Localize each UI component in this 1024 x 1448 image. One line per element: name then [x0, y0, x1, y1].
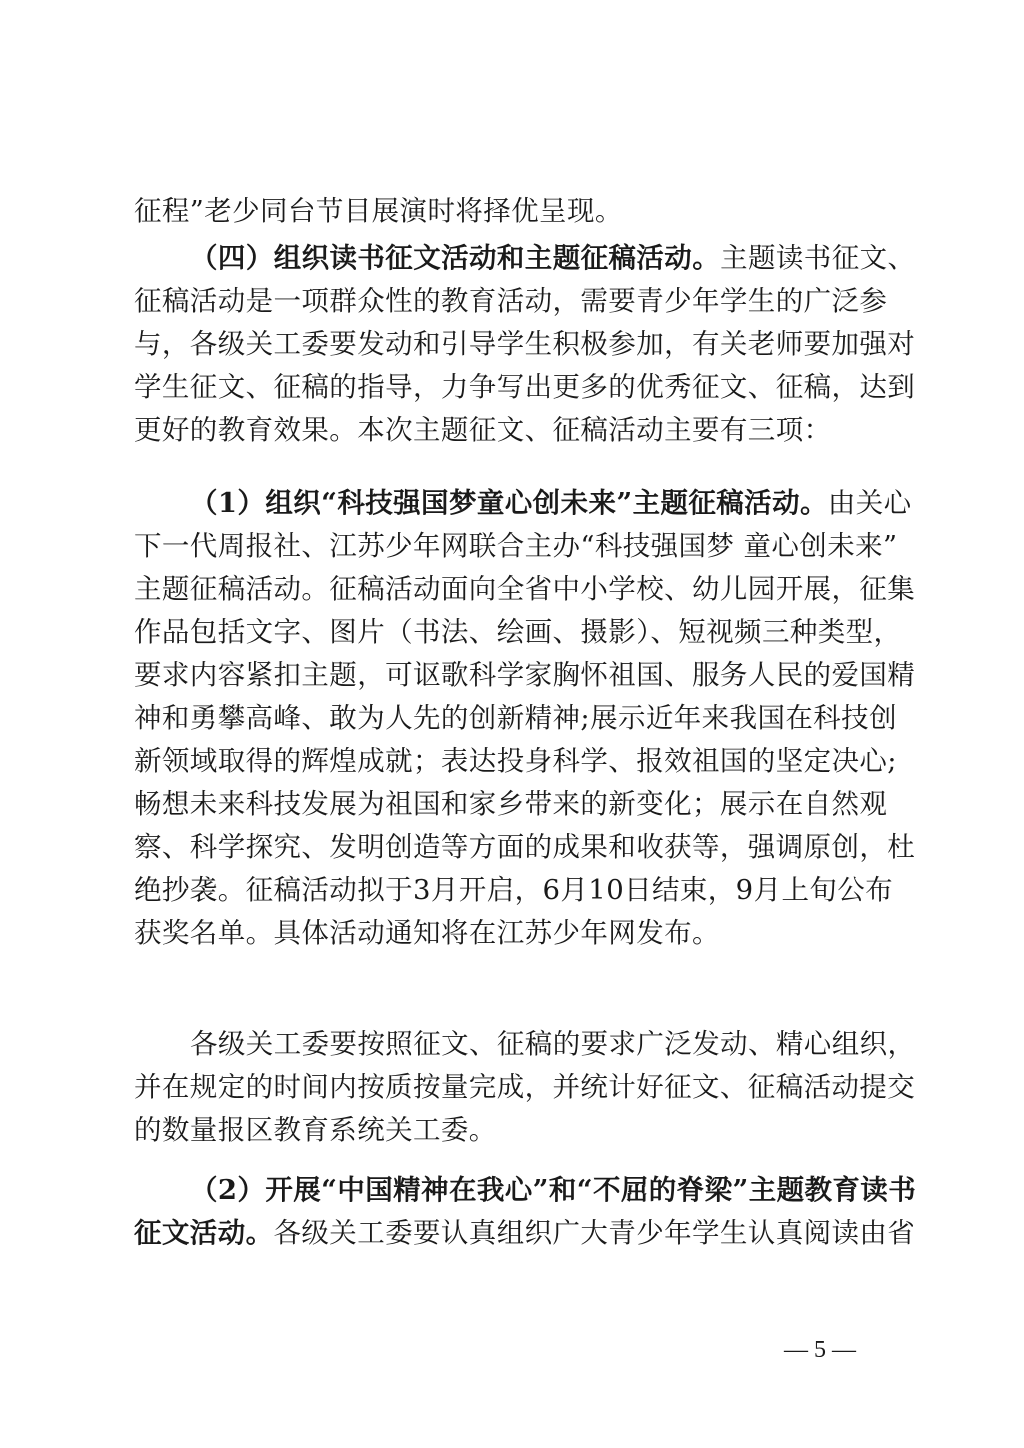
text-line — [134, 1023, 916, 1066]
text-line — [134, 482, 912, 525]
text-line — [134, 1109, 894, 1152]
text-line — [134, 1066, 916, 1109]
text-line — [134, 190, 894, 233]
text-line — [134, 611, 902, 654]
line-text: 各级关工委要认真组织广大青少年学生认真阅读由省 — [273, 1217, 916, 1249]
line-text: 绝抄袭。征稿活动拟于3月开启，6月10日结束，9月上旬公布 — [134, 874, 894, 906]
text-line — [134, 869, 894, 912]
text-line — [134, 525, 898, 568]
line-text: 征程”老少同台节目展演时将择优呈现。 — [134, 195, 623, 227]
text-line — [134, 409, 894, 452]
item-heading: （2）开展“中国精神在我心”和“不屈的脊梁”主题教育读书 — [190, 1174, 917, 1206]
line-text: 下一代周报社、江苏少年网联合主办“科技强国梦 童心创未来” — [134, 530, 898, 562]
paragraph-instructions — [134, 1023, 916, 1152]
line-text: 主题征稿活动。征稿活动面向全省中小学校、幼儿园开展，征集 — [134, 573, 916, 605]
line-text: 学生征文、征稿的指导，力争写出更多的优秀征文、征稿，达到 — [134, 371, 916, 403]
text-line — [134, 1212, 916, 1255]
text-line — [134, 280, 894, 323]
text-line — [134, 826, 916, 869]
line-text: 作品包括文字、图片（书法、绘画、摄影）、短视频三种类型， — [134, 616, 902, 648]
paragraph-continuation — [134, 190, 894, 233]
line-text: 畅想未来科技发展为祖国和家乡带来的新变化；展示在自然观 — [134, 788, 888, 820]
text-line — [134, 366, 916, 409]
text-line — [134, 654, 916, 697]
line-text: 获奖名单。具体活动通知将在江苏少年网发布。 — [134, 917, 720, 949]
page-number: — 5 — — [784, 1337, 856, 1363]
line-text: 的数量报区教育系统关工委。 — [134, 1114, 497, 1146]
text-line — [134, 323, 916, 366]
line-text: 神和勇攀高峰、敢为人先的创新精神;展示近年来我国在科技创 — [134, 702, 897, 734]
text-line — [134, 740, 897, 783]
text-line — [134, 783, 894, 826]
line-text: 由关心 — [827, 487, 912, 519]
section-heading: （四）组织读书征文活动和主题征稿活动。 — [190, 242, 721, 274]
paragraph-item-one — [134, 482, 916, 955]
line-text: 要求内容紧扣主题，可讴歌科学家胸怀祖国、服务人民的爱国精 — [134, 659, 916, 691]
line-text: 并在规定的时间内按质按量完成，并统计好征文、征稿活动提交 — [134, 1071, 916, 1103]
line-text: 新领域取得的辉煌成就；表达投身科学、报效祖国的坚定决心; — [134, 745, 897, 777]
line-text: 征稿活动是一项群众性的教育活动，需要青少年学生的广泛参 — [134, 285, 888, 317]
item-heading: （1）组织“科技强国梦童心创未来”主题征稿活动。 — [190, 487, 828, 519]
item-heading: 征文活动。 — [134, 1217, 274, 1249]
text-line — [134, 237, 916, 280]
line-text: 与，各级关工委要发动和引导学生积极参加，有关老师要加强对 — [134, 328, 916, 360]
line-text: 更好的教育效果。本次主题征文、征稿活动主要有三项： — [134, 414, 832, 446]
line-text: 主题读书征文、 — [720, 242, 916, 274]
text-line — [134, 1169, 917, 1212]
line-text: 各级关工委要按照征文、征稿的要求广泛发动、精心组织， — [190, 1028, 916, 1060]
paragraph-section-four — [134, 237, 916, 452]
text-line — [134, 912, 894, 955]
line-text: 察、科学探究、发明创造等方面的成果和收获等，强调原创，杜 — [134, 831, 916, 863]
text-line — [134, 697, 897, 740]
paragraph-item-two — [134, 1169, 917, 1255]
text-line — [134, 568, 916, 611]
